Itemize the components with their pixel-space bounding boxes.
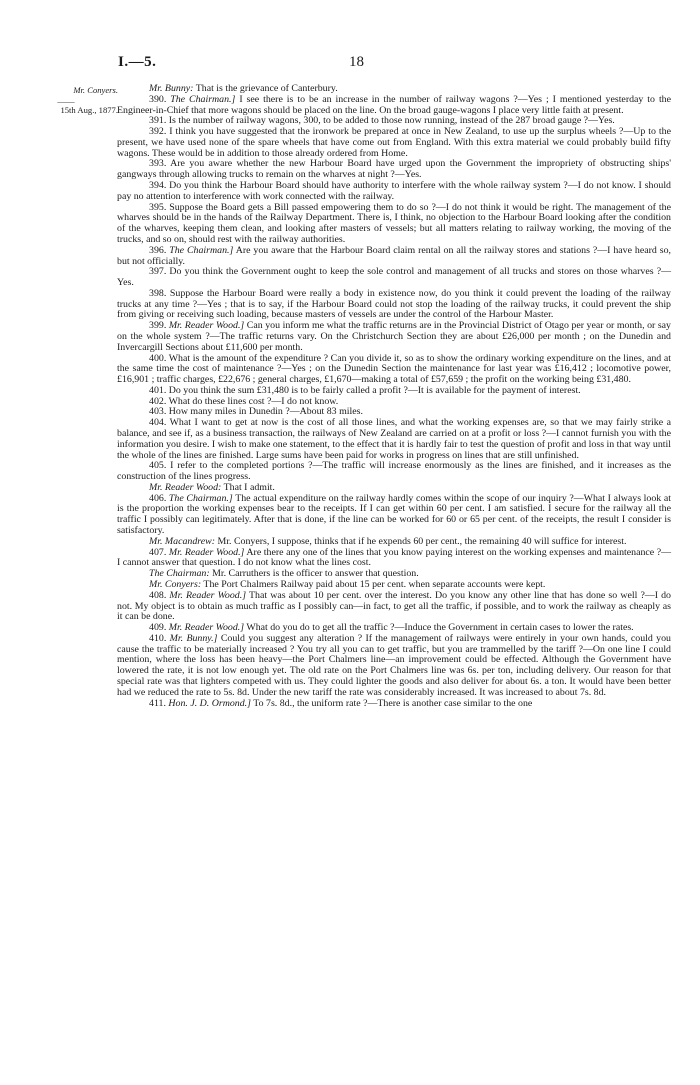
paragraph-text: Suppose the Harbour Board were really a body in existence now, do you think it could prevent the loading of the railway trucks at any time ?—Yes ; that is to say, if the Harbour Board could not stop the loading of the railway trucks, it could prevent the ship from giving or receiving such loading, because masters of vessels are under the control of the Harbour Master.	[117, 287, 671, 321]
paragraph-text: That was about 10 per cent. over the interest. Do you know any other line that has done so well ?—I do not. My object is to obtain as much traffic as I possibly can—in fact, to get all the traffic, if possible, and to work the railway as cheaply as it can be done.	[117, 589, 671, 623]
speaker-label: Mr. Reader Wood.]	[168, 622, 245, 634]
paragraph-text: What I want to get at now is the cost of all those lines, and what the working expenses are, so that we may fairly strike a balance, and see if, as a business transaction, the railways of New Zealand are carried on at a profit or loss ?—I cannot furnish you with the information you desire. I wish to make one statement, to the effect that it is hardly fair to test the question of profit and loss in that way until the whole of the lines are finished. Large sums have been paid for works in progress on lines that are still unfinished.	[117, 417, 671, 461]
question-number: 398.	[149, 287, 167, 299]
paragraph-text: Do you think the sum £31,480 is to be fairly called a profit ?—It is available for the payment of interest.	[166, 384, 581, 396]
paragraph-text: That is the grievance of Canterbury.	[193, 83, 338, 94]
question-number: 392.	[149, 126, 167, 138]
paragraph	[117, 203, 671, 246]
paragraph	[117, 127, 671, 159]
paragraph-text: Suppose the Board gets a Bill passed empowering them to do so ?—I do not think it would be right. The management of the wharves should be in the hands of the Railway Department. There is, I think, no objection to the Harbour Board looking after the condition of the wharves, keeping them clean, and looking after masters of vessels; but all matters relating to railway working, the moving of the trucks, and so on, should rest with the railway authorities.	[117, 201, 671, 245]
speaker-label: The Chairman.]	[170, 93, 236, 105]
paragraph	[117, 494, 671, 537]
evidence-body	[117, 84, 671, 709]
question-number: 395.	[149, 201, 167, 213]
page-number: 18	[349, 54, 364, 70]
paragraph	[117, 246, 671, 268]
question-number: 408.	[149, 589, 167, 601]
paragraph-text: Do you think the Government ought to keep the sole control and management of all trucks and stores on those wharves ?—Yes.	[117, 266, 671, 289]
speaker-label: Mr. Macandrew:	[149, 535, 216, 547]
question-number: 400.	[149, 352, 167, 364]
question-number: 393.	[149, 158, 167, 170]
paragraph-text: That I admit.	[221, 481, 275, 493]
paragraph	[117, 181, 671, 203]
question-number: 403.	[149, 406, 167, 418]
question-number: 402.	[149, 395, 167, 407]
paragraph-text: Is the number of railway wagons, 300, to be added to those now running, instead of the 287 broad gauge ?—Yes.	[166, 115, 615, 127]
margin-rule: ——	[57, 96, 75, 106]
paragraph-text: Do you think the Harbour Board should have authority to interfere with the whole railway system ?—I do not know. I should pay no attention to interference with work connected with the railway.	[117, 180, 671, 202]
paragraph-text: The Port Chalmers Railway paid about 15 per cent. when separate accounts were kept.	[201, 578, 546, 590]
question-number: 390.	[149, 93, 167, 105]
margin-witness-name: Mr. Conyers.	[73, 85, 118, 95]
paragraph-text: Are there any one of the lines that you know paying interest on the working expenses and maintenance ?—I cannot answer that question. I do not know what the lines cost.	[117, 546, 671, 569]
question-number: 407.	[149, 546, 167, 558]
margin-date: 15th Aug., 1877.	[60, 105, 118, 115]
parliamentary-paper-reference: I.—5.	[118, 54, 157, 70]
paragraph-text: Could you suggest any alteration ? If the management of railways were entirely in your own hands, could you cause the traffic to be materially increased ? You try all you can to get traffic, but you are trammelled by the tariff ?—On one line I could mention, where the loss has been heavy—the Port Chalmers line—an improvement could be effected. Although the Government have lowered the rate, it is not low enough yet. The old rate on the Port Chalmers line was 6s. per ton, including delivery. Our reason for that special rate was that lighters competed with us. They could lighter the goods and also deliver for about 6s. a ton. It would have been better had we reduced the rate to 5s. 8d. Under the new tariff the rate was considerably increased. It was increased to about 7s. 8d.	[117, 632, 671, 698]
paragraph-text: The actual expenditure on the railway hardly comes within the scope of our inquiry ?—What I always look at is the proportion the working expenses bear to the receipts. If I can get within 60 per cent. I am satisfied. I secure for the railway all the traffic I possibly can legitimately. After that is done, if the line can be worked for 60 or 65 per cent. of the receipts, the result I consider is satisfactory.	[117, 492, 671, 537]
question-number: 396.	[149, 244, 167, 256]
paragraph-text: How many miles in Dunedin ?—About 83 miles.	[166, 406, 363, 418]
paragraph-text: What is the amount of the expenditure ? Can you divide it, so as to show the ordinary working expenditure on the lines, and at the same time the cost of maintenance ?—Yes ; on the Dunedin Section the maintenance for last year was £16,412 ; locomotive power, £16,901 ; traffic charges, £22,676 ; general charges, £1,670—making a total of £57,659 ; the profit on the working being £31,480.	[117, 352, 671, 386]
speaker-label: Mr. Reader Wood:	[149, 481, 222, 493]
question-number: 401.	[149, 384, 167, 396]
speaker-label: Mr. Reader Wood.]	[168, 546, 245, 558]
speaker-label: Hon. J. D. Ormond.]	[168, 697, 251, 709]
paragraph-text: Are you aware that the Harbour Board claim rental on all the railway stores and stations ?—I have heard so, but not officially.	[117, 244, 672, 267]
paragraph-text: I see there is to be an increase in the number of railway wagons ?—Yes ; I mentioned yesterday to the Engineer-in-Chief that more wagons should be placed on the line. On the broad gauge-wagons I place very little faith at present.	[117, 93, 672, 116]
speaker-label: The Chairman:	[149, 568, 210, 580]
speaker-label: Mr. Bunny:	[149, 83, 194, 94]
question-number: 410.	[149, 632, 167, 644]
paragraph	[117, 418, 671, 461]
speaker-label: The Chairman.]	[169, 244, 234, 256]
speaker-label: Mr. Reader Wood.]	[169, 589, 247, 601]
question-number: 406.	[149, 492, 167, 504]
paragraph-text: Mr. Conyers, I suppose, thinks that if he expends 60 per cent., the remaining 40 will suffice for interest.	[215, 535, 627, 547]
question-number: 399.	[149, 320, 167, 332]
paragraph	[117, 548, 671, 570]
paragraph	[117, 159, 671, 181]
question-number: 411.	[149, 697, 166, 709]
question-number: 394.	[149, 180, 167, 192]
paragraph	[117, 591, 671, 623]
question-number: 404.	[149, 417, 167, 429]
question-number: 397.	[149, 266, 167, 278]
paragraph	[117, 354, 671, 386]
paragraph	[117, 289, 671, 321]
paragraph-text: Mr. Carruthers is the officer to answer that question.	[209, 568, 419, 580]
paragraph-text: What do these lines cost ?—I do not know.	[166, 395, 339, 407]
paragraph-text: Can you inform me what the traffic returns are in the Provincial District of Otago per year or month, or say on the whole system ?—The traffic returns vary. On the Christchurch Section they are about £26,000 per month ; on the Dunedin and Invercargill Sections about £11,600 per month.	[117, 320, 671, 353]
question-number: 405.	[149, 460, 167, 472]
paragraph	[117, 699, 671, 710]
paragraph-text: Are you aware whether the new Harbour Board have urged upon the Government the impropriety of obstructing ships' gangways through allowing trucks to remain on the wharves at night ?—Yes.	[117, 158, 671, 181]
paragraph	[117, 321, 671, 353]
paragraph	[117, 267, 671, 289]
speaker-label: The Chairman.]	[168, 492, 233, 504]
speaker-label: Mr. Bunny.]	[169, 632, 218, 644]
question-number: 391.	[149, 115, 167, 127]
paragraph	[117, 95, 671, 117]
paragraph	[117, 634, 671, 699]
paragraph	[117, 461, 671, 483]
question-number: 409.	[149, 622, 167, 634]
speaker-label: Mr. Conyers:	[149, 578, 202, 590]
paragraph-text: What do you do to get all the traffic ?—Induce the Government in certain cases to lower the rates.	[244, 622, 634, 634]
paragraph-text: To 7s. 8d., the uniform rate ?—There is another case similar to the one	[250, 697, 533, 709]
paragraph-text: I think you have suggested that the ironwork be prepared at once in New Zealand, to use up the surplus wheels ?—Up to the present, we have used none of the spare wheels that have come out from England. With this extra material we could probably build fifty wagons. These would be in addition to those already ordered from Home.	[117, 126, 671, 159]
speaker-label: Mr. Reader Wood.]	[168, 320, 245, 332]
paragraph-text: I refer to the completed portions ?—The traffic will increase enormously as the lines are finished, and it increases as the construction of the lines progress.	[117, 460, 671, 483]
